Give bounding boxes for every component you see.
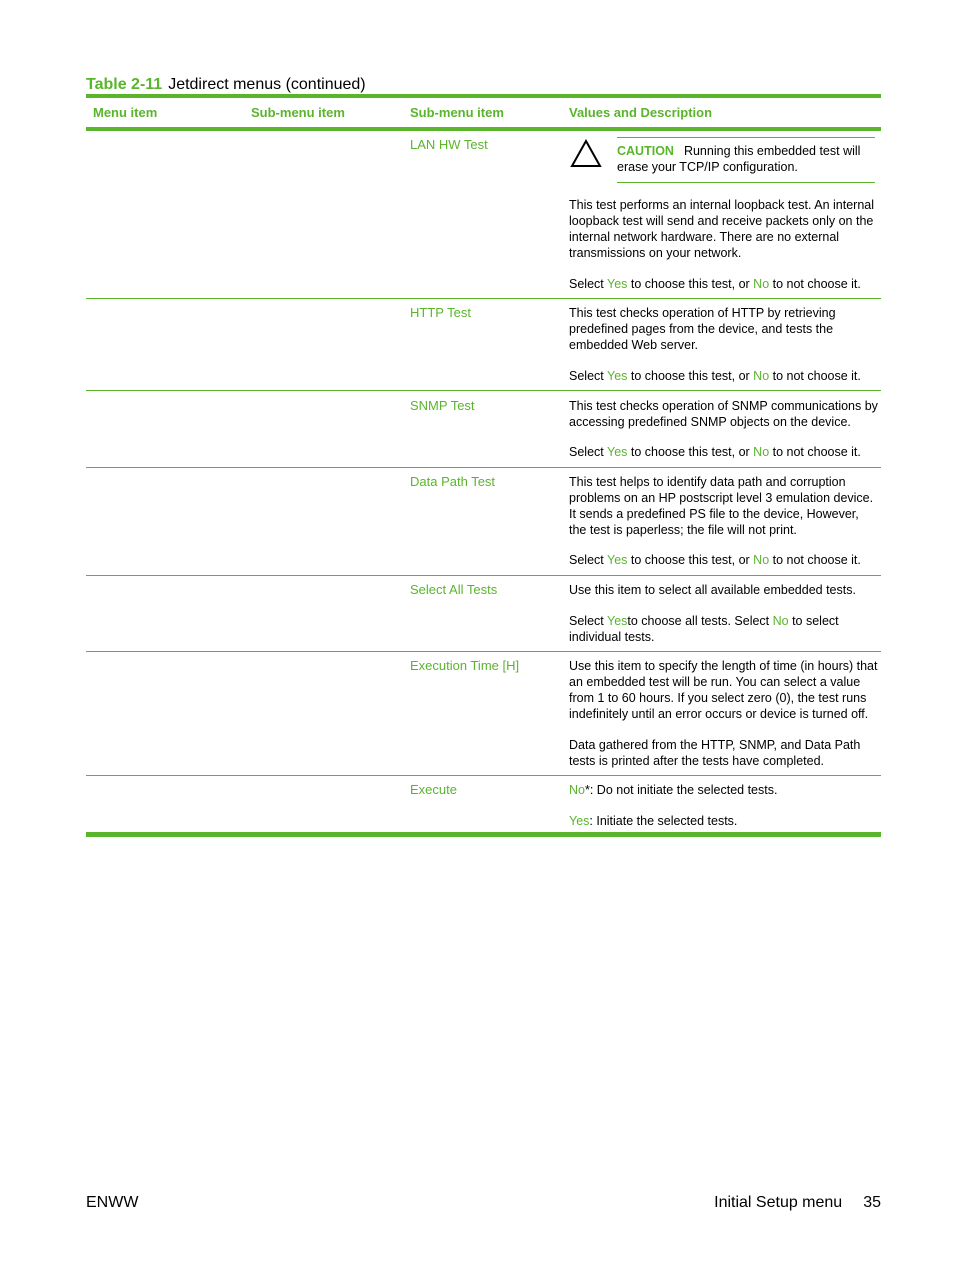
option-yes-line: [569, 813, 879, 829]
row-divider: [86, 575, 881, 576]
description-text: This test performs an internal loopback test. An internal loopback test will send and receive packets only on the internal network hardware. There are no external transmissions on your network.: [569, 198, 875, 260]
no-option: No: [569, 783, 585, 797]
select-text: to choose this test, or: [627, 553, 754, 567]
footer-right: [714, 1193, 881, 1213]
yes-option: Yes: [569, 814, 590, 828]
select-line: [569, 444, 879, 460]
select-text: to choose this test, or: [627, 369, 754, 383]
select-text: Select: [569, 369, 607, 383]
table-title: Jetdirect menus (continued): [168, 76, 366, 93]
description-text: This test helps to identify data path and corruption problems on an HP postscript level 3 emulation device. It sends a predefined PS file to the device, However, the test is paperless; the file will not print.: [569, 475, 874, 537]
option-text: : Initiate the selected tests.: [589, 814, 738, 828]
select-line: [569, 552, 879, 568]
caution-bottom-rule: [617, 182, 875, 183]
header-values-description: Values and Description: [569, 105, 713, 120]
select-text: to choose all tests. Select: [627, 614, 773, 628]
yes-option: Yes: [607, 369, 628, 383]
description-note: [569, 737, 879, 769]
table-caption: [86, 75, 366, 95]
description-http-test: [569, 305, 879, 353]
column-separator: [244, 98, 246, 127]
select-line: [569, 368, 879, 384]
header-sub-menu-item-1: Sub-menu item: [251, 105, 345, 120]
select-line: [569, 613, 879, 645]
select-text: to select individual tests.: [569, 614, 839, 644]
select-text: Select: [569, 553, 607, 567]
description-execution-time: [569, 658, 879, 722]
description-data-path-test: [569, 474, 879, 538]
sub-item-snmp-test: SNMP Test: [410, 398, 475, 413]
caution-top-rule: [617, 137, 875, 138]
page-number: 35: [863, 1194, 881, 1211]
yes-option: Yes: [607, 277, 628, 291]
caution-label: CAUTION: [617, 144, 674, 158]
no-option: No: [772, 614, 789, 628]
select-text: to not choose it.: [769, 277, 861, 291]
select-text: Select: [569, 445, 607, 459]
description-text: This test checks operation of SNMP communications by accessing predefined SNMP objects on the device.: [569, 399, 878, 429]
description-snmp-test: [569, 398, 879, 430]
yes-option: Yes: [607, 445, 628, 459]
header-menu-item: Menu item: [93, 105, 158, 120]
description-text: This test checks operation of HTTP by retrieving predefined pages from the device, and tests the embedded Web server.: [569, 306, 836, 352]
yes-option: Yes: [607, 614, 628, 628]
note-text: Data gathered from the HTTP, SNMP, and Data Path tests is printed after the tests have completed.: [569, 738, 861, 768]
row-divider: [86, 775, 881, 776]
header-bottom-rule: [86, 127, 881, 131]
description-lan-hw-test: [569, 197, 879, 261]
description-text: Use this item to select all available embedded tests.: [569, 583, 856, 597]
description-select-all-tests: [569, 582, 879, 598]
no-option: No: [753, 553, 770, 567]
select-text: to choose this test, or: [627, 445, 754, 459]
select-line: [569, 276, 879, 292]
row-divider: [86, 467, 881, 468]
sub-item-execution-time: Execution Time [H]: [410, 658, 520, 673]
sub-item-lan-hw-test: LAN HW Test: [410, 137, 488, 152]
header-top-rule: [86, 94, 881, 98]
header-sub-menu-item-2: Sub-menu item: [410, 105, 504, 120]
warning-triangle-icon: [570, 139, 602, 169]
select-text: to not choose it.: [769, 445, 861, 459]
no-option: No: [753, 369, 770, 383]
sub-item-execute: Execute: [410, 782, 457, 797]
select-text: Select: [569, 277, 607, 291]
select-text: to not choose it.: [769, 553, 861, 567]
row-divider: [86, 651, 881, 652]
option-no-line: [569, 782, 879, 798]
select-text: Select: [569, 614, 607, 628]
row-divider: [86, 298, 881, 299]
option-text: *: Do not initiate the selected tests.: [584, 783, 778, 797]
column-separator: [403, 98, 405, 127]
sub-item-data-path-test: Data Path Test: [410, 474, 496, 489]
select-text: to choose this test, or: [627, 277, 754, 291]
description-text: Use this item to specify the length of time (in hours) that an embedded test will be run. You can select a value from 1 to 60 hours. If you select zero (0), the test runs indefinitely until an error occurs or device is turned off.: [569, 659, 878, 721]
sub-item-select-all-tests: Select All Tests: [410, 582, 498, 597]
footer-section: Initial Setup menu: [714, 1194, 843, 1211]
select-text: to not choose it.: [769, 369, 861, 383]
no-option: No: [753, 277, 770, 291]
sub-item-http-test: HTTP Test: [410, 305, 471, 320]
no-option: No: [753, 445, 770, 459]
row-divider: [86, 390, 881, 391]
table-bottom-rule: [86, 832, 881, 837]
yes-option: Yes: [607, 553, 628, 567]
caution-text: Running this embedded test will erase your TCP/IP configuration.: [617, 144, 861, 174]
table-number: Table 2-11: [86, 76, 163, 93]
footer-left: ENWW: [86, 1194, 139, 1211]
column-separator: [562, 98, 564, 127]
caution-note: [617, 143, 879, 175]
